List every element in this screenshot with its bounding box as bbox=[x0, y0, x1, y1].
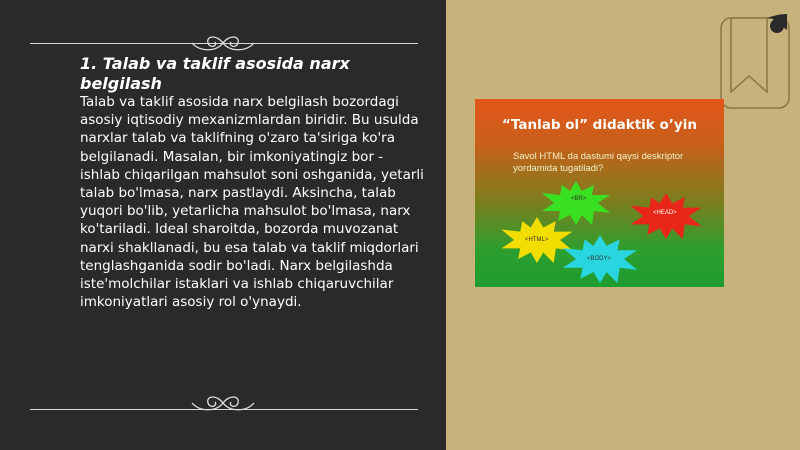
bookmark-icon bbox=[719, 0, 791, 110]
top-ornament-icon bbox=[188, 30, 258, 56]
game-title: “Tanlab ol” didaktik o’yin bbox=[502, 117, 697, 133]
didactic-game-image bbox=[475, 99, 724, 287]
game-question: Savol HTML da dastumi qaysi deskriptor yordamida tugatiladi? bbox=[513, 151, 684, 174]
option-html: <HTML> bbox=[525, 237, 549, 243]
option-br: <BR> bbox=[571, 196, 587, 202]
red-star-shape bbox=[625, 193, 707, 239]
bottom-ornament-icon bbox=[188, 390, 258, 416]
slide-heading: 1. Talab va taklif asosida narx belgilash bbox=[80, 54, 350, 93]
option-body: <BODY> bbox=[587, 256, 612, 262]
option-head: <HEAD> bbox=[653, 210, 677, 216]
slide-body-text: Talab va taklif asosida narx belgilash bozordagi asosiy iqtisodiy mexanizmlardan biridir. Bu usulda narxlar talab va taklifning o'zaro ta'siriga ko'ra belgilanadi. Masalan, bir imkoniyatingiz bor - ishlab chiqarilgan mahsulot soni oshganida, yetarli talab bo'lmasa, narx pastlaydi. Aksincha, talab yuqori bo'lib, yetarlicha mahsulot bo'lmasa, narx ko'tariladi. Ideal sharoitda, bozorda muvozanat narxi shakllanadi, bu esa talab va taklif miqdorlari tenglashganida sodir bo'ladi. Narx belgilashda iste'molchilar istaklari va ishlab chiqaruvchilar imkoniyatlari asosiy rol o'ynaydi. bbox=[80, 94, 424, 311]
